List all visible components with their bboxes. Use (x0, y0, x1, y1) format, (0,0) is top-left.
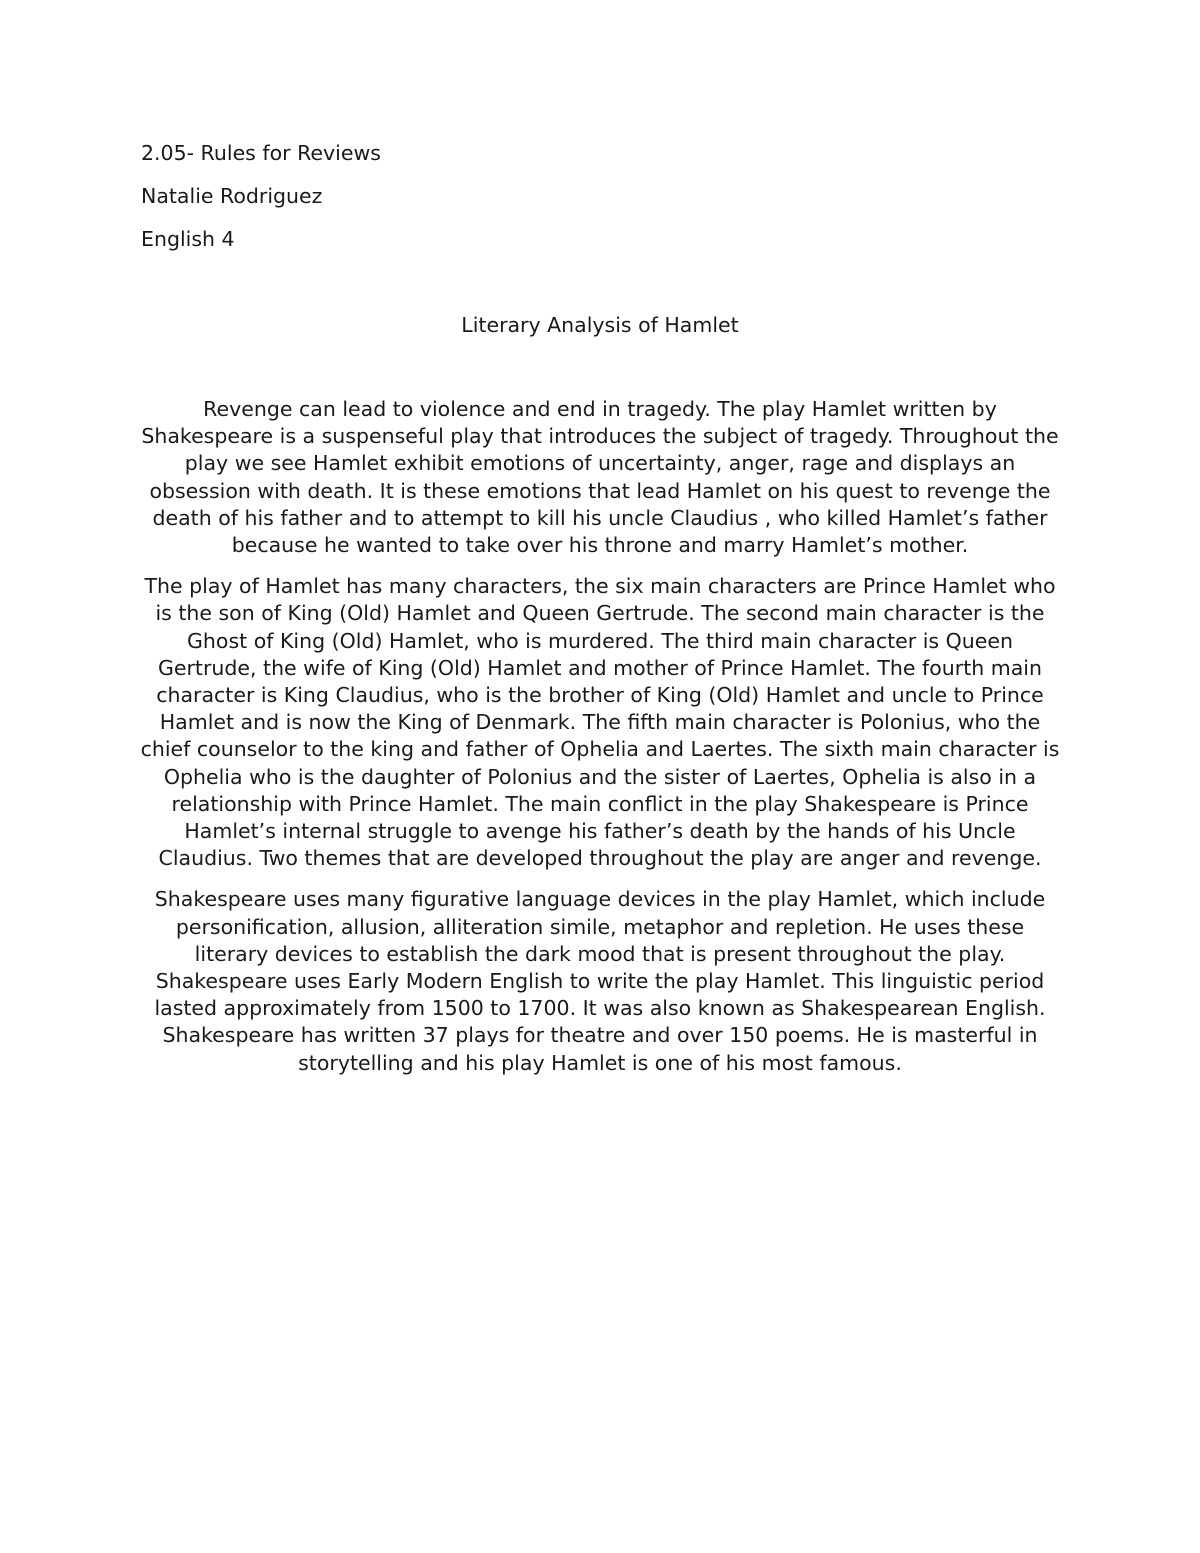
paragraph-3: Shakespeare uses many figurative language devices in the play Hamlet, which include personification, allusion, alliteration simile, metaphor and repletion. He uses these literary devices to establish the dark mood that is present throughout the play. Shakespeare uses Early Modern English to write the play Hamlet. This linguistic period lasted approximately from 1500 to 1700. It was also known as Shakespearean English. Shakespeare has written 37 plays for theatre and over 150 poems. He is masterful in storytelling and his play Hamlet is one of his most famous. (154, 887, 1046, 1075)
student-name: Natalie Rodriguez (141, 184, 323, 208)
essay-title: Literary Analysis of Hamlet (461, 313, 739, 337)
paragraph-1: Revenge can lead to violence and end in tragedy. The play Hamlet written by Shakespeare is a suspenseful play that introduces the subject of tragedy. Throughout the play we see Hamlet exhibit emotions of uncertainty, anger, rage and displays an obsession with death. It is these emotions that lead Hamlet on his quest to revenge the death of his father and to attempt to kill his uncle Claudius , who killed Hamlet’s father because he wanted to take over his throne and marry Hamlet’s mother. (141, 397, 1059, 558)
essay-body (140, 396, 1060, 1091)
assignment-title: 2.05- Rules for Reviews (141, 141, 381, 165)
paragraph-2: The play of Hamlet has many characters, the six main characters are Prince Hamlet who is the son of King (Old) Hamlet and Queen Gertrude. The second main character is the Ghost of King (Old) Hamlet, who is murdered. The third main character is Queen Gertrude, the wife of King (Old) Hamlet and mother of Prince Hamlet. The fourth main character is King Claudius, who is the brother of King (Old) Hamlet and uncle to Prince Hamlet and is now the King of Denmark. The fifth main character is Polonius, who the chief counselor to the king and father of Ophelia and Laertes. The sixth main character is Ophelia who is the daughter of Polonius and the sister of Laertes, Ophelia is also in a relationship with Prince Hamlet. The main conflict in the play Shakespeare is Prince Hamlet’s internal struggle to avenge his father’s death by the hands of his Uncle Claudius. Two themes that are developed throughout the play are anger and revenge. (140, 574, 1060, 871)
course-name: English 4 (141, 227, 235, 251)
